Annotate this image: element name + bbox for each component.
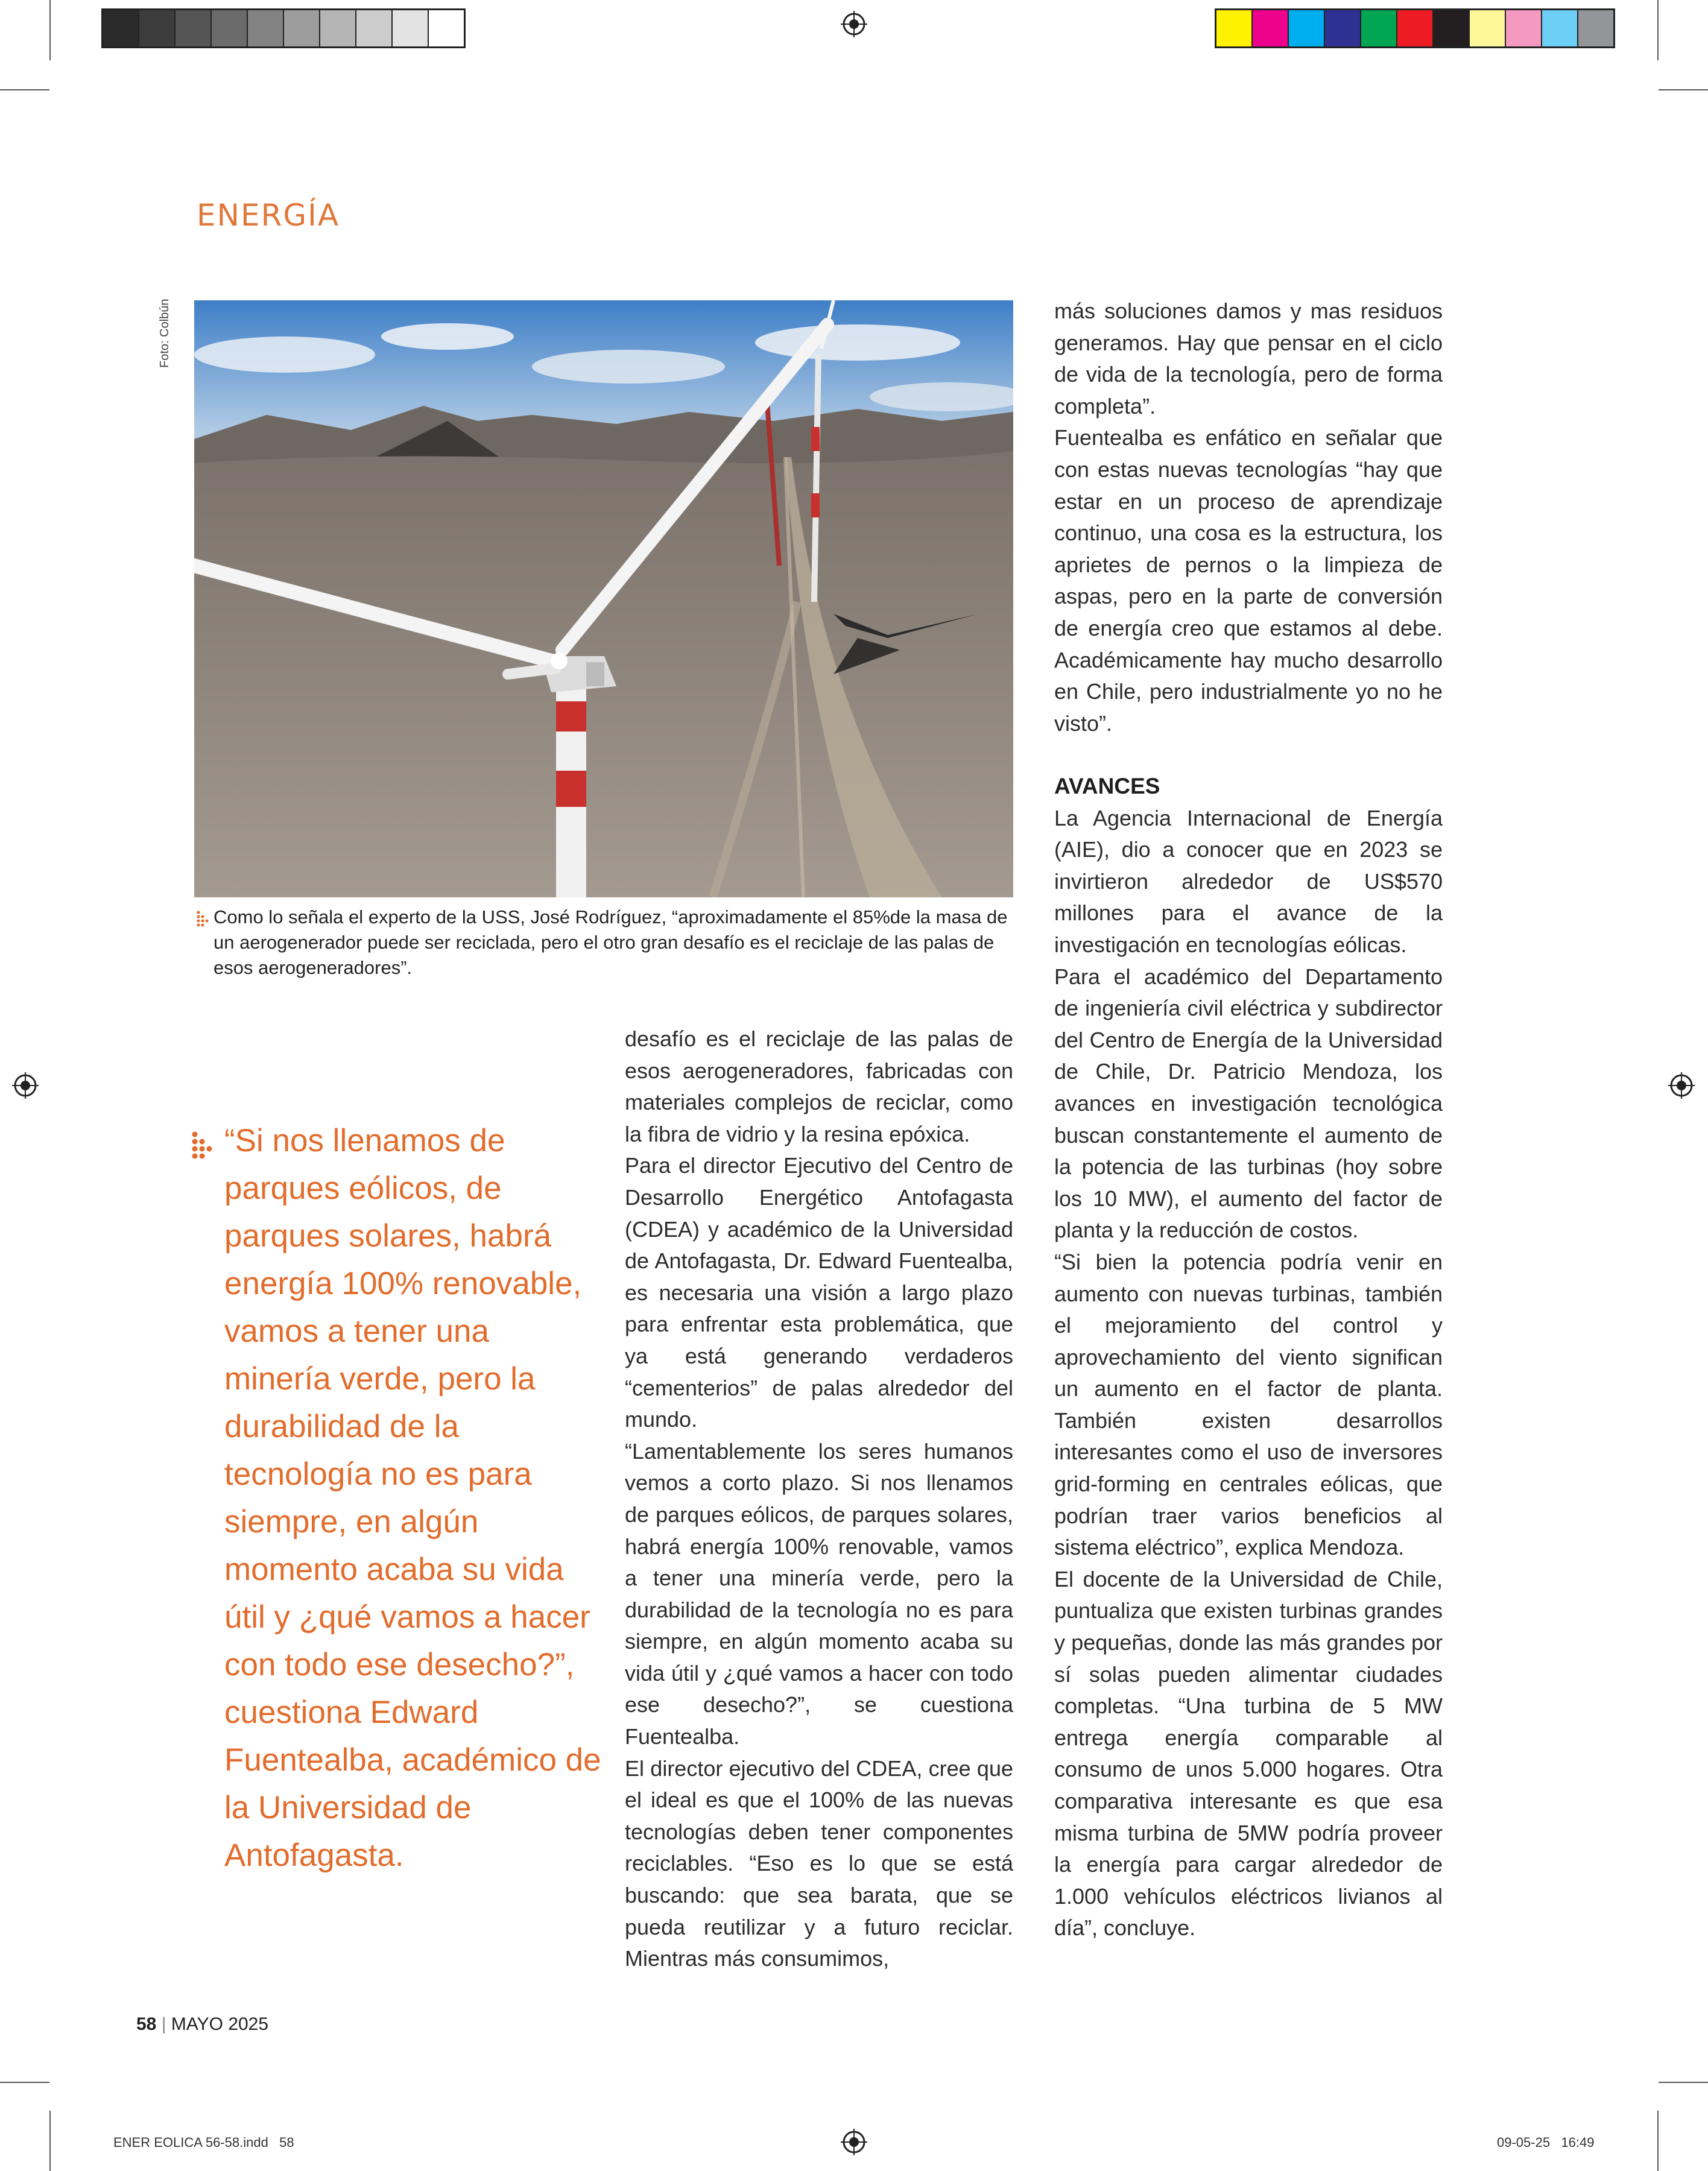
swatch <box>212 10 248 46</box>
process-color-swatch-bar <box>1215 8 1615 48</box>
registration-mark-icon <box>841 2129 867 2155</box>
grayscale-swatch-bar <box>101 8 466 48</box>
paragraph: “Lamentablemente los seres humanos vemos a corto plazo. Si nos llenamos de parques eólicos, de parques solares, habrá energía 100% renovable, vamos a tener una minería verde, pero la durabilidad de la tecnología no es para siempre, en algún momento acaba su vida útil y ¿qué vamos a hacer con todo ese desecho?”, se cuestiona Fuentealba. <box>625 1438 1013 1749</box>
print-slug-file: ENER EOLICA 56-58.indd 58 <box>113 2135 294 2150</box>
swatch <box>1470 10 1506 46</box>
swatch <box>1434 10 1470 46</box>
article-column-middle <box>625 1023 1013 1975</box>
section-label: ENERGÍA <box>197 198 340 233</box>
swatch <box>1289 10 1325 46</box>
caption-text: Como lo señala el experto de la USS, José Rodríguez, “aproximadamente el 85%de la masa de un aerogenerador puede ser reciclada, pero el otro gran desafío es el reciclaje de las palas de esos aerogeneradores”. <box>214 906 1008 978</box>
page-footer <box>136 2014 268 2035</box>
swatch <box>1325 10 1361 46</box>
paragraph: Fuentealba es enfático en señalar que con estas nuevas tecnologías “hay que estar en un proceso de aprendizaje continuo, una cosa es la estructura, los aprietes de pernos o la limpieza de aspas, pero en la parte de conversión de energía creo que estamos al debe. Académicamente hay mucho desarrollo en Chile, pero industrialmente yo no he visto”. <box>1054 425 1443 736</box>
swatch <box>248 10 284 46</box>
crop-mark <box>49 0 51 60</box>
crop-mark <box>1659 89 1708 90</box>
swatch <box>284 10 320 46</box>
swatch <box>393 10 429 46</box>
swatch <box>1578 10 1613 46</box>
section-subheading: AVANCES <box>1054 774 1160 798</box>
swatch <box>176 10 212 46</box>
paragraph: El docente de la Universidad de Chile, puntualiza que existen turbinas grandes y pequeñas, donde las más grandes por sí solas pueden alimentar ciudades completas. “Una turbina de 5 MW entrega energía comparable al consumo de unos 5.000 hogares. Otra comparativa interesante es que esa misma turbina de 5MW podría proveer la energía para cargar alrededor de 1.000 vehículos eléctricos livianos al día”, concluye. <box>1054 1566 1443 1941</box>
paragraph: Para el académico del Departamento de ingeniería civil eléctrica y subdirector del Centro de Energía de la Universidad de Chile, Dr. Patricio Mendoza, los avances en investigación tecnológica buscan constantemente el aumento de la potencia de las turbinas (hoy sobre los 10 MW), el aumento del factor de planta y la reducción de costos. <box>1054 964 1443 1243</box>
article-column-right <box>1054 771 1443 1944</box>
swatch <box>1506 10 1542 46</box>
crop-mark <box>0 89 49 90</box>
photo-credit: Foto: Colbún <box>158 299 171 368</box>
crop-mark <box>49 2111 51 2171</box>
wind-turbine-photo <box>194 300 1013 897</box>
crop-mark <box>1657 0 1659 60</box>
footer-separator: | <box>161 2014 166 2034</box>
pull-quote <box>192 1117 602 1879</box>
paragraph: “Si bien la potencia podría venir en aumento con nuevas turbinas, también el mejoramiento del control y aprovechamiento del viento significan un aumento en el factor de planta. También existen desarrollos interesantes como el uso de inversores grid-forming en centrales eólicas, que podrían traer varios beneficios al sistema eléctrico”, explica Mendoza. <box>1054 1249 1443 1560</box>
crop-mark <box>1659 2082 1708 2083</box>
photo-caption <box>197 905 1013 981</box>
crop-mark <box>1657 2111 1659 2171</box>
paragraph: La Agencia Internacional de Energía (AIE), dio a conocer que en 2023 se invirtieron alrededor de US$570 millones para el avance de la investigación en tecnologías eólicas. <box>1054 805 1443 957</box>
registration-mark-icon <box>841 11 867 37</box>
swatch <box>1361 10 1397 46</box>
swatch <box>103 10 139 46</box>
paragraph: Para el director Ejecutivo del Centro de Desarrollo Energético Antofagasta (CDEA) y académico de la Universidad de Antofagasta, Dr. Edward Fuentealba, es necesaria una visión a largo plazo para enfrentar esta problemática, que ya está generando verdaderos “cementerios” de palas alrededor del mundo. <box>625 1153 1013 1432</box>
print-slug-date: 09-05-25 16:49 <box>1497 2135 1595 2150</box>
issue-date: MAYO 2025 <box>171 2014 269 2034</box>
registration-mark-icon <box>1668 1072 1695 1099</box>
paragraph: El director ejecutivo del CDEA, cree que el ideal es que el 100% de las nuevas tecnologías deben tener componentes reciclables. “Eso es lo que se está buscando: que sea barata, que se pueda reutilizar y a futuro reciclar. Mientras más consumimos, <box>625 1755 1013 1971</box>
paragraph: más soluciones damos y mas residuos generamos. Hay que pensar en el ciclo de vida de la tecnología, pero de forma completa”. <box>1054 299 1443 419</box>
article-column-right-top <box>1054 295 1443 739</box>
page-number: 58 <box>136 2014 157 2034</box>
swatch <box>1542 10 1578 46</box>
swatch <box>429 10 464 46</box>
swatch <box>1397 10 1434 46</box>
swatch <box>1216 10 1253 46</box>
pull-quote-text: “Si nos llenamos de parques eólicos, de parques solares, habrá energía 100% renovable, vamos a tener una minería verde, pero la durabilidad de la tecnología no es para siempre, en algún momento acaba su vida útil y ¿qué vamos a hacer con todo ese desecho?”, cuestiona Edward Fuentealba, académico de la Universidad de Antofagasta. <box>224 1123 601 1873</box>
swatch <box>1253 10 1289 46</box>
swatch <box>320 10 356 46</box>
registration-mark-icon <box>12 1072 39 1099</box>
crop-mark <box>0 2082 49 2083</box>
quote-bullet-icon <box>192 1131 216 1163</box>
swatch <box>139 10 176 46</box>
caption-bullet-icon <box>197 911 210 929</box>
swatch <box>356 10 393 46</box>
paragraph: desafío es el reciclaje de las palas de esos aerogeneradores, fabricadas con materiales complejos de reciclar, como la fibra de vidrio y la resina epóxica. <box>625 1026 1013 1146</box>
